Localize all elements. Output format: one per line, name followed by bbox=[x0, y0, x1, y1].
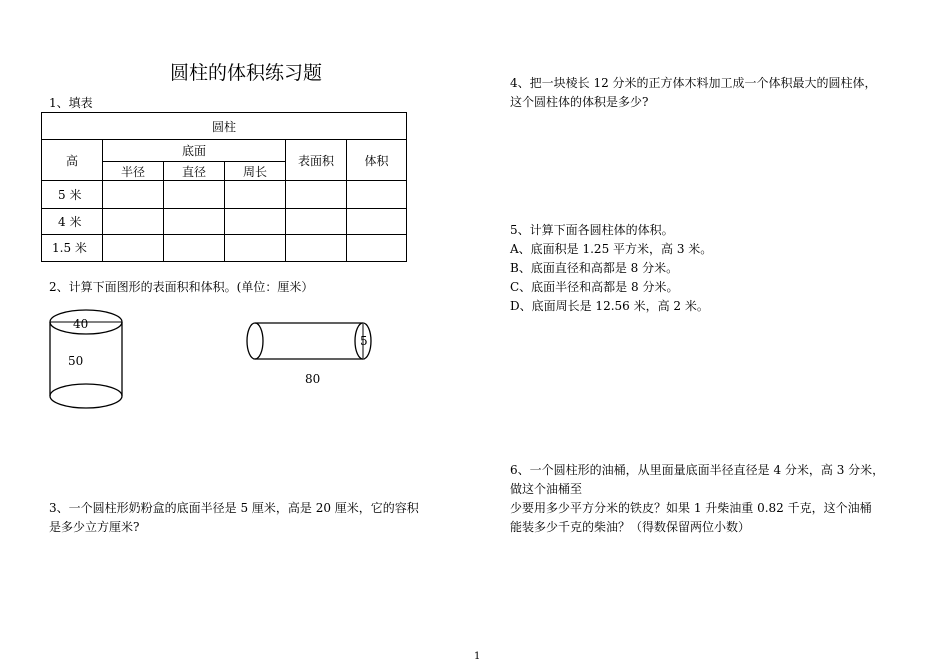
table-cell[interactable] bbox=[347, 181, 407, 208]
q6-line1: 6、一个圆柱形的油桶，从里面量底面半径直径是 4 分米，高 3 分米， bbox=[510, 463, 885, 477]
q5-item-d: D、底面周长是 12.56 米，高 2 米。 bbox=[510, 299, 709, 313]
table-row-label: 5 米 bbox=[42, 181, 103, 208]
table-cell[interactable] bbox=[347, 234, 407, 261]
q6-line3: 少要用多少平方分米的铁皮？如果 1 升柴油重 0.82 千克，这个油桶 bbox=[510, 501, 872, 515]
fig2-length-label: 80 bbox=[305, 372, 321, 386]
table-header-cylinder: 圆柱 bbox=[42, 113, 407, 140]
q3-line2: 是多少立方厘米? bbox=[49, 520, 140, 534]
table-cell[interactable] bbox=[164, 208, 225, 234]
q5-label: 5、计算下面各圆柱体的体积。 bbox=[510, 223, 674, 237]
table-header-circumference: 周长 bbox=[225, 162, 286, 181]
table-header-surface: 表面积 bbox=[286, 140, 347, 181]
table-cell[interactable] bbox=[103, 181, 164, 208]
table-cell[interactable] bbox=[103, 208, 164, 234]
table-cell[interactable] bbox=[286, 208, 347, 234]
q1-label: 1、填表 bbox=[49, 96, 93, 110]
page-number: 1 bbox=[474, 651, 481, 662]
q5-item-b: B、底面直径和高都是 8 分米。 bbox=[510, 261, 679, 275]
table-cell[interactable] bbox=[225, 234, 286, 261]
fig2-diameter-label: 5 bbox=[360, 334, 368, 348]
table-header-radius: 半径 bbox=[103, 162, 164, 181]
fig1-diameter-label: 40 bbox=[73, 317, 89, 331]
table-header-height: 高 bbox=[42, 140, 103, 181]
q2-label: 2、计算下面图形的表面积和体积。(单位：厘米） bbox=[49, 280, 314, 294]
table-cell[interactable] bbox=[164, 234, 225, 261]
table-cell[interactable] bbox=[286, 234, 347, 261]
q4-line2: 这个圆柱体的体积是多少? bbox=[510, 95, 649, 109]
q5-item-c: C、底面半径和高都是 8 分米。 bbox=[510, 280, 679, 294]
page-title: 圆柱的体积练习题 bbox=[170, 62, 323, 84]
table-cell[interactable] bbox=[347, 208, 407, 234]
upright-cylinder-figure bbox=[40, 300, 140, 420]
horizontal-cylinder-figure bbox=[240, 318, 380, 368]
q5-item-a: A、底面积是 1.25 平方米，高 3 米。 bbox=[510, 242, 713, 256]
fill-table bbox=[41, 112, 407, 262]
table-cell[interactable] bbox=[225, 181, 286, 208]
table-row-label: 1.5 米 bbox=[42, 234, 103, 261]
q3-line1: 3、一个圆柱形奶粉盒的底面半径是 5 厘米，高是 20 厘米，它的容积 bbox=[49, 501, 419, 515]
table-row-label: 4 米 bbox=[42, 208, 103, 234]
q4-line1: 4、把一块棱长 12 分米的正方体木料加工成一个体积最大的圆柱体， bbox=[510, 76, 877, 90]
table-cell[interactable] bbox=[164, 181, 225, 208]
table-header-volume: 体积 bbox=[347, 140, 407, 181]
q6-line4: 能装多少千克的柴油？（得数保留两位小数） bbox=[510, 520, 751, 534]
q6-line2: 做这个油桶至 bbox=[510, 482, 583, 496]
table-header-base: 底面 bbox=[103, 140, 286, 162]
table-cell[interactable] bbox=[103, 234, 164, 261]
table-cell[interactable] bbox=[286, 181, 347, 208]
table-cell[interactable] bbox=[225, 208, 286, 234]
table-header-diameter: 直径 bbox=[164, 162, 225, 181]
fig1-height-label: 50 bbox=[68, 354, 84, 368]
